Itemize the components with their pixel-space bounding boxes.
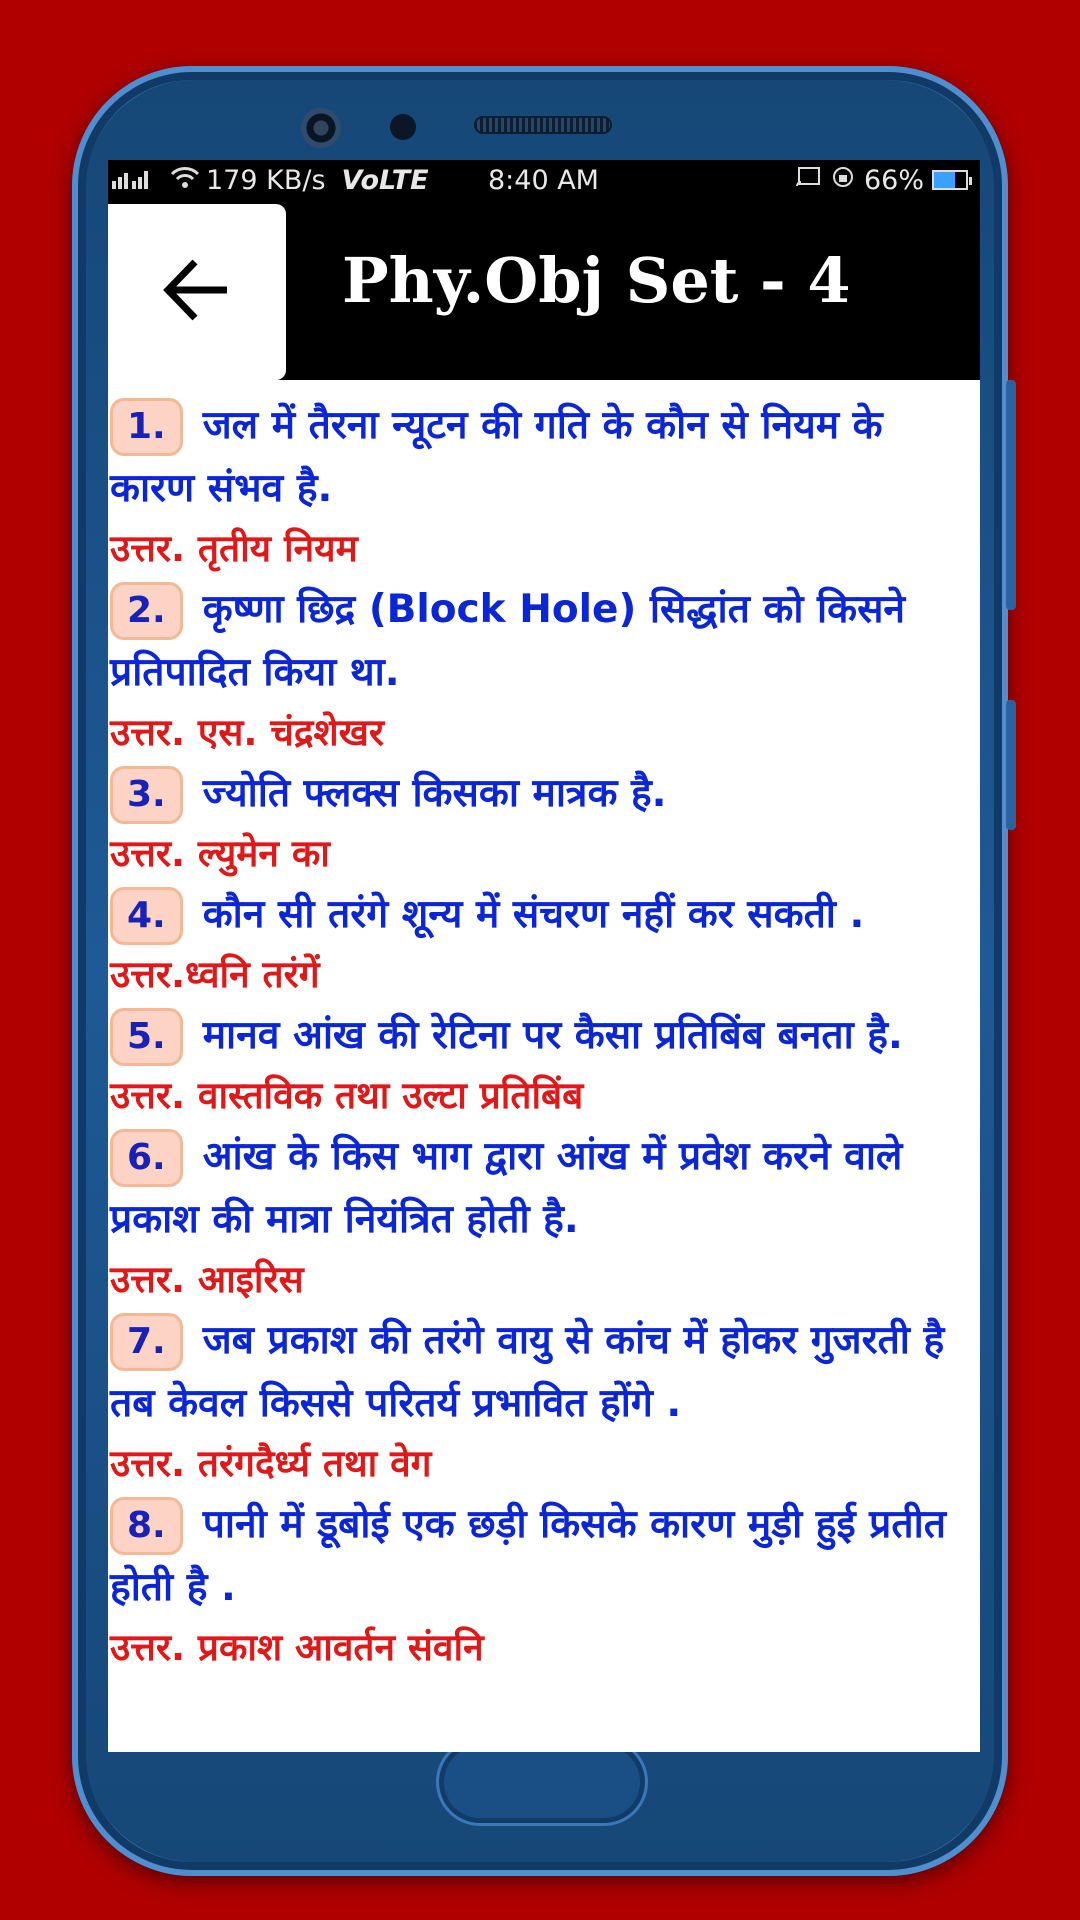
answer-text: उत्तर. तरंगदैर्ध्य तथा वेग xyxy=(110,1442,432,1485)
question-number-badge: 6. xyxy=(110,1129,183,1187)
answer-text: उत्तर.ध्वनि तरंगें xyxy=(110,953,320,996)
battery-percent: 66% xyxy=(863,164,924,196)
question-list xyxy=(108,380,980,1677)
question-body: कौन सी तरंगे शून्य में संचरण नहीं कर सकती . xyxy=(202,892,865,937)
question-number-badge: 1. xyxy=(110,398,183,456)
volte-indicator: VoLTE xyxy=(341,164,429,196)
list-item xyxy=(110,394,980,578)
question-number-badge: 3. xyxy=(110,766,183,824)
earpiece-speaker xyxy=(474,116,612,134)
question-number-badge: 7. xyxy=(110,1313,183,1371)
question-text xyxy=(110,1309,980,1435)
phone-screen xyxy=(108,160,980,1752)
question-body: मानव आंख की रेटिना पर कैसा प्रतिबिंब बनता है. xyxy=(202,1013,903,1058)
question-text xyxy=(110,883,980,946)
list-item xyxy=(110,762,980,883)
question-number-badge: 8. xyxy=(110,1497,183,1555)
list-item xyxy=(110,1004,980,1125)
proximity-sensor xyxy=(390,114,416,140)
arrow-left-icon xyxy=(161,254,233,330)
list-item xyxy=(110,578,980,762)
answer-text: उत्तर. वास्तविक तथा उल्टा प्रतिबिंब xyxy=(110,1074,584,1117)
question-body: आंख के किस भाग द्वारा आंख में प्रवेश करने वाले प्रकाश की मात्रा नियंत्रित होती है. xyxy=(110,1134,903,1242)
clock: 8:40 AM xyxy=(488,164,599,196)
question-body: कृष्णा छिद्र (Block Hole) सिद्धांत को किसने प्रतिपादित किया था. xyxy=(110,587,906,695)
front-camera xyxy=(301,108,341,148)
answer-text: उत्तर. आइरिस xyxy=(110,1258,304,1301)
network-speed: 179 KB/s xyxy=(206,164,326,196)
back-button[interactable] xyxy=(108,204,286,380)
volume-button xyxy=(1006,380,1016,610)
wifi-icon xyxy=(170,165,200,196)
app-bar xyxy=(108,200,980,380)
question-text xyxy=(110,762,980,825)
question-text xyxy=(110,578,980,704)
answer-text: उत्तर. एस. चंद्रशेखर xyxy=(110,711,385,754)
answer-text: उत्तर. प्रकाश आवर्तन संवनि xyxy=(110,1626,484,1669)
list-item xyxy=(110,1493,980,1677)
rotation-lock-icon xyxy=(830,165,856,196)
cast-icon xyxy=(796,165,822,196)
question-body: पानी में डूबोई एक छड़ी किसके कारण मुड़ी हुई प्रतीत होती है . xyxy=(110,1502,946,1610)
question-number-badge: 5. xyxy=(110,1008,183,1066)
question-body: जब प्रकाश की तरंगे वायु से कांच में होकर गुजरती है तब केवल किससे परितर्य प्रभावित होंगे . xyxy=(110,1318,945,1426)
question-text xyxy=(110,394,980,520)
question-number-badge: 2. xyxy=(110,582,183,640)
list-item xyxy=(110,1125,980,1309)
power-button xyxy=(1006,700,1016,830)
question-text xyxy=(110,1493,980,1619)
list-item xyxy=(110,1309,980,1493)
question-number-badge: 4. xyxy=(110,887,183,945)
answer-text: उत्तर. तृतीय नियम xyxy=(110,527,358,570)
question-text xyxy=(110,1125,980,1251)
page-title: Phy.Obj Set - 4 xyxy=(342,244,851,317)
question-text xyxy=(110,1004,980,1067)
battery-icon xyxy=(932,170,968,190)
question-body: जल में तैरना न्यूटन की गति के कौन से नियम के कारण संभव है. xyxy=(110,403,883,511)
list-item xyxy=(110,883,980,1004)
answer-text: उत्तर. ल्युमेन का xyxy=(110,832,330,875)
question-body: ज्योति फ्लक्स किसका मात्रक है. xyxy=(202,771,667,816)
status-bar xyxy=(108,160,980,200)
signal-icon xyxy=(112,165,164,196)
